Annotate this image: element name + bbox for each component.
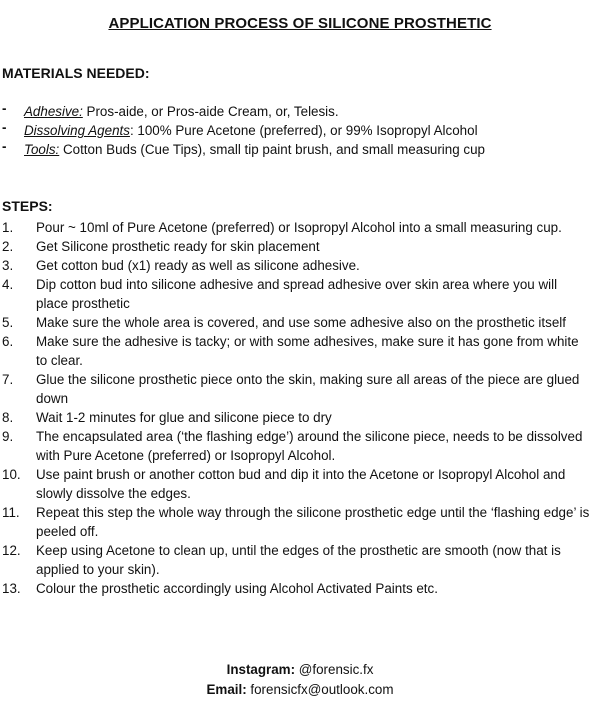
step-number: 6. bbox=[2, 334, 14, 349]
step-number: 9. bbox=[2, 429, 14, 444]
step-text: Get Silicone prosthetic ready for skin placement bbox=[36, 239, 320, 254]
step-item bbox=[2, 427, 592, 465]
contact-block bbox=[0, 660, 600, 700]
instagram-label: Instagram: bbox=[226, 662, 296, 677]
step-item bbox=[2, 275, 592, 313]
materials-item-adhesive bbox=[2, 102, 592, 121]
step-item bbox=[2, 579, 592, 598]
step-item bbox=[2, 370, 592, 408]
materials-item-tools bbox=[2, 140, 592, 159]
step-number: 4. bbox=[2, 277, 14, 292]
instagram-line bbox=[0, 660, 600, 680]
step-text: Pour ~ 10ml of Pure Acetone (preferred) or Isopropyl Alcohol into a small measuring cup. bbox=[36, 220, 562, 235]
email-line bbox=[0, 680, 600, 700]
material-term: Tools: bbox=[24, 142, 60, 157]
step-number: 11. bbox=[2, 505, 20, 520]
step-text: Make sure the whole area is covered, and use some adhesive also on the prosthetic itself bbox=[36, 315, 566, 330]
step-text: Wait 1-2 minutes for glue and silicone piece to dry bbox=[36, 410, 332, 425]
step-number: 10. bbox=[2, 467, 21, 482]
step-text: Get cotton bud (x1) ready as well as silicone adhesive. bbox=[36, 258, 360, 273]
materials-item-dissolving-agents bbox=[2, 121, 592, 140]
email-address: forensicfx@outlook.com bbox=[246, 682, 394, 697]
materials-list bbox=[2, 102, 592, 159]
step-text: Use paint brush or another cotton bud and dip it into the Acetone or Isopropyl Alcohol and slowly dissolve the edges. bbox=[36, 467, 566, 501]
document-title: APPLICATION PROCESS OF SILICONE PROSTHETIC bbox=[108, 15, 492, 32]
step-item bbox=[2, 256, 592, 275]
step-item bbox=[2, 218, 592, 237]
step-number: 2. bbox=[2, 239, 14, 254]
step-item bbox=[2, 313, 592, 332]
step-number: 12. bbox=[2, 543, 21, 558]
bullet-dash: - bbox=[2, 120, 7, 135]
material-term: Dissolving Agents bbox=[24, 123, 130, 138]
step-item bbox=[2, 465, 592, 503]
material-text: : 100% Pure Acetone (preferred), or 99% Isopropyl Alcohol bbox=[129, 123, 478, 138]
step-text: Keep using Acetone to clean up, until the edges of the prosthetic are smooth (now that is applied to your skin). bbox=[36, 543, 561, 577]
step-text: Repeat this step the whole way through the silicone prosthetic edge until the ‘flashing edge’ is peeled off. bbox=[36, 505, 590, 539]
material-term: Adhesive: bbox=[24, 104, 83, 119]
step-item bbox=[2, 541, 592, 579]
step-text: Dip cotton bud into silicone adhesive and spread adhesive over skin area where you will place prosthetic bbox=[36, 277, 558, 311]
step-text: Colour the prosthetic accordingly using Alcohol Activated Paints etc. bbox=[36, 581, 438, 596]
step-text: The encapsulated area (‘the flashing edge’) around the silicone piece, needs to be dissolved with Pure Acetone (preferred) or Isopropyl Alcohol. bbox=[36, 429, 583, 463]
step-number: 7. bbox=[2, 372, 14, 387]
step-number: 8. bbox=[2, 410, 14, 425]
bullet-dash: - bbox=[2, 101, 7, 116]
material-text: Pros-aide, or Pros-aide Cream, or, Telesis. bbox=[82, 104, 339, 119]
email-label: Email: bbox=[206, 682, 247, 697]
steps-list bbox=[2, 218, 592, 598]
materials-heading: MATERIALS NEEDED: bbox=[2, 65, 150, 81]
step-item bbox=[2, 503, 592, 541]
bullet-dash: - bbox=[2, 139, 7, 154]
step-text: Make sure the adhesive is tacky; or with some adhesives, make sure it has gone from white to clear. bbox=[36, 334, 579, 368]
step-text: Glue the silicone prosthetic piece onto the skin, making sure all areas of the piece are glued down bbox=[36, 372, 580, 406]
step-number: 13. bbox=[2, 581, 21, 596]
step-item bbox=[2, 332, 592, 370]
step-item bbox=[2, 237, 592, 256]
instagram-handle: @forensic.fx bbox=[295, 662, 374, 677]
step-number: 1. bbox=[2, 220, 14, 235]
step-number: 5. bbox=[2, 315, 14, 330]
material-text: Cotton Buds (Cue Tips), small tip paint brush, and small measuring cup bbox=[59, 142, 485, 157]
step-item bbox=[2, 408, 592, 427]
steps-heading: STEPS: bbox=[2, 198, 53, 214]
step-number: 3. bbox=[2, 258, 14, 273]
